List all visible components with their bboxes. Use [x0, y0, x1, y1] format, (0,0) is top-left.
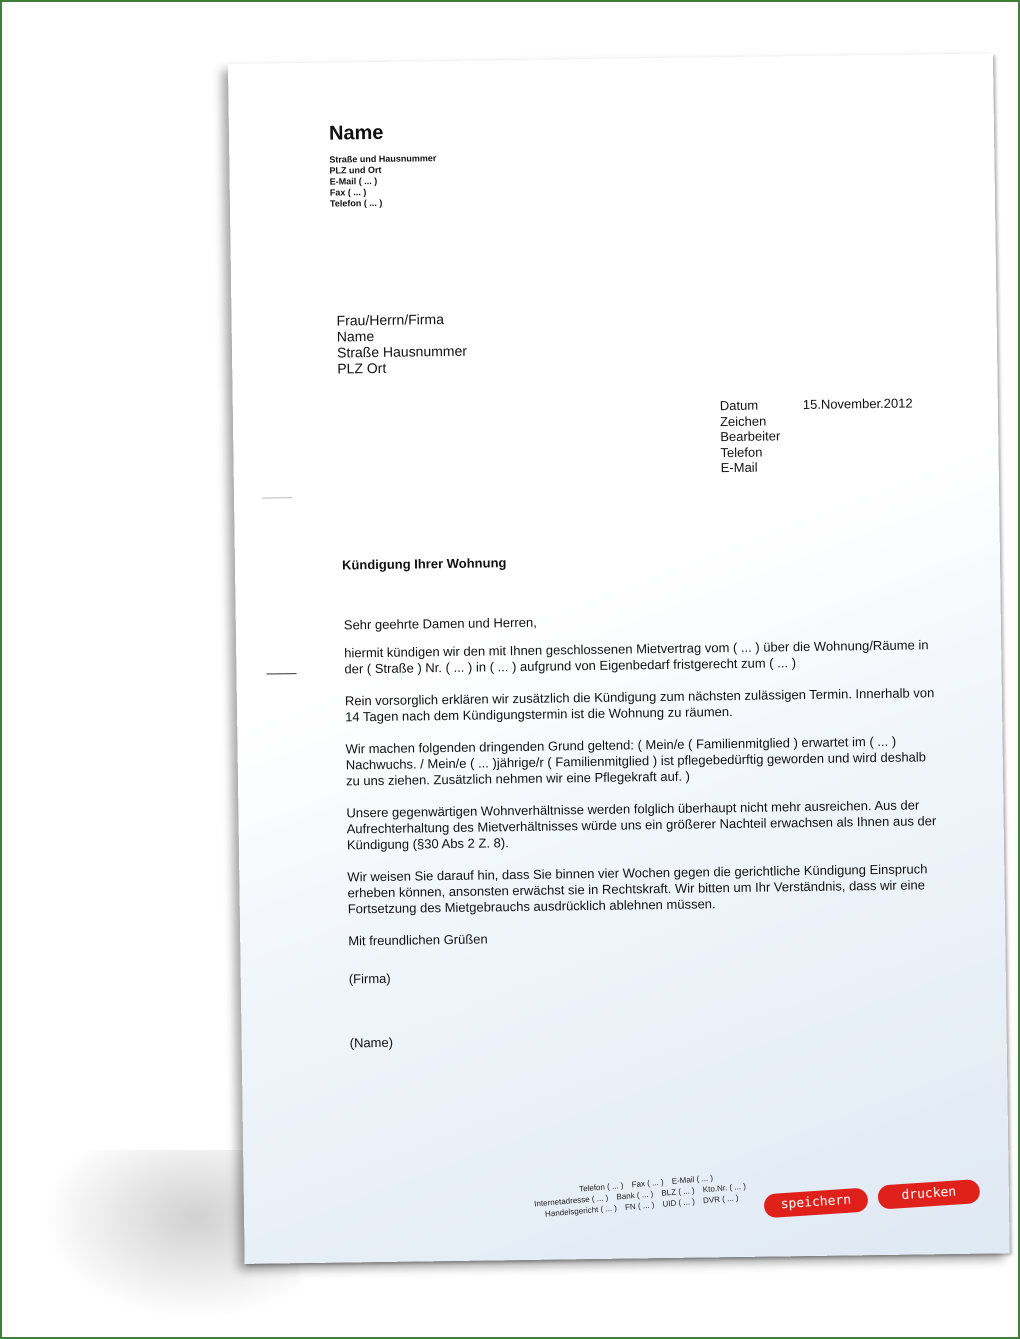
- punch-mark: [267, 673, 297, 674]
- footer-court: Handelsgericht ( ... ): [544, 1203, 618, 1219]
- letter-sheet: [228, 53, 1010, 1264]
- footer-fax: Fax ( ... ): [631, 1177, 664, 1190]
- body-paragraph: Rein vorsorglich erklären wir zusätzlich die Kündigung zum nächsten zulässigen Termin. Innerhalb von 14 Tagen nach dem Kündigungstermin ist die Wohnung zu räumen.: [344, 685, 935, 725]
- info-block: [720, 397, 781, 475]
- footer-account: Kto.Nr. ( ... ): [702, 1181, 747, 1195]
- letter-subject: Kündigung Ihrer Wohnung: [341, 555, 507, 573]
- footer-dvr: DVR ( ... ): [702, 1193, 739, 1206]
- recipient-address: [336, 311, 467, 377]
- body-paragraph: hiermit kündigen wir den mit Ihnen geschlossenen Mietvertrag vom ( ... ) über die Wohnung/Räume in der ( Straße ) Nr. ( ... ) in ( ... ) aufgrund von Eigenbedarf fristgerecht zum ( ... ): [344, 637, 929, 677]
- save-button[interactable]: speichern: [763, 1187, 868, 1218]
- body-paragraph: Wir machen folgenden dringenden Grund geltend: ( Mein/e ( Familienmitglied ) erwartet im ( ... ) Nachwuchs. / Mein/e ( ... )jährige/r ( Familienmitglied ) ist pflegebedürftig geworden und wird deshalb zu uns ziehen. Zusätzlich nehmen wir eine Pflegekraft auf. ): [345, 733, 927, 789]
- info-label-phone: Telefon: [720, 444, 763, 460]
- sender-name: Name: [328, 121, 384, 145]
- salutation: Sehr geehrte Damen und Herren,: [343, 614, 537, 633]
- info-label-email: E-Mail: [720, 459, 758, 476]
- signature-company: (Firma): [348, 970, 391, 987]
- info-label-date: Datum: [719, 397, 759, 414]
- footer-email: E-Mail ( ... ): [671, 1173, 714, 1186]
- letter-body: [344, 609, 940, 1067]
- recipient-line: PLZ Ort: [337, 359, 387, 377]
- sender-phone: Telefon ( ... ): [329, 197, 383, 209]
- footer-uid: UID ( ... ): [662, 1197, 696, 1209]
- info-label-reference: Zeichen: [719, 413, 767, 429]
- closing: Mit freundlichen Grüßen: [348, 931, 488, 949]
- fold-mark: [262, 497, 292, 498]
- footer-phone: Telefon ( ... ): [578, 1180, 624, 1194]
- sender-fax: Fax ( ... ): [329, 187, 367, 198]
- recipient-line: Frau/Herrn/Firma: [336, 311, 445, 329]
- signature-name: (Name): [349, 1034, 394, 1051]
- footer-website: Internetadresse ( ... ): [533, 1193, 609, 1209]
- recipient-line: Straße Hausnummer: [336, 342, 468, 361]
- sender-address: [329, 153, 437, 209]
- body-paragraph: Unsere gegenwärtigen Wohnverhältnisse werden folglich überhaupt nicht mehr ausreichen. Aus der Aufrechterhaltung des Mietverhältnisses würde uns ein größerer Nachteil erwachsen als Ihnen aus der Kündigung (§30 Abs 2 Z. 8).: [346, 797, 937, 853]
- footer-contact: [533, 1169, 753, 1220]
- print-button[interactable]: drucken: [877, 1179, 980, 1210]
- footer-bank: Bank ( ... ): [616, 1189, 654, 1202]
- footer-blz: BLZ ( ... ): [661, 1185, 696, 1198]
- sender-email: E-Mail ( ... ): [329, 175, 378, 187]
- sender-street: Straße und Hausnummer: [329, 153, 437, 165]
- recipient-line: Name: [336, 327, 375, 345]
- sender-city: PLZ und Ort: [329, 164, 382, 176]
- info-label-clerk: Bearbeiter: [720, 428, 781, 445]
- body-paragraph: Wir weisen Sie darauf hin, dass Sie binnen vier Wochen gegen die gerichtliche Kündigung Einspruch erheben können, ansonsten erwächst sie in Rechtskraft. Wir bitten um Ihr Verständnis, dass wir eine Fortsetzung des Mietgebrauchs ausdrücklich ablehnen müssen.: [347, 861, 928, 917]
- footer-fn: FN ( ... ): [624, 1200, 655, 1212]
- info-date-value: 15.November.2012: [802, 395, 913, 413]
